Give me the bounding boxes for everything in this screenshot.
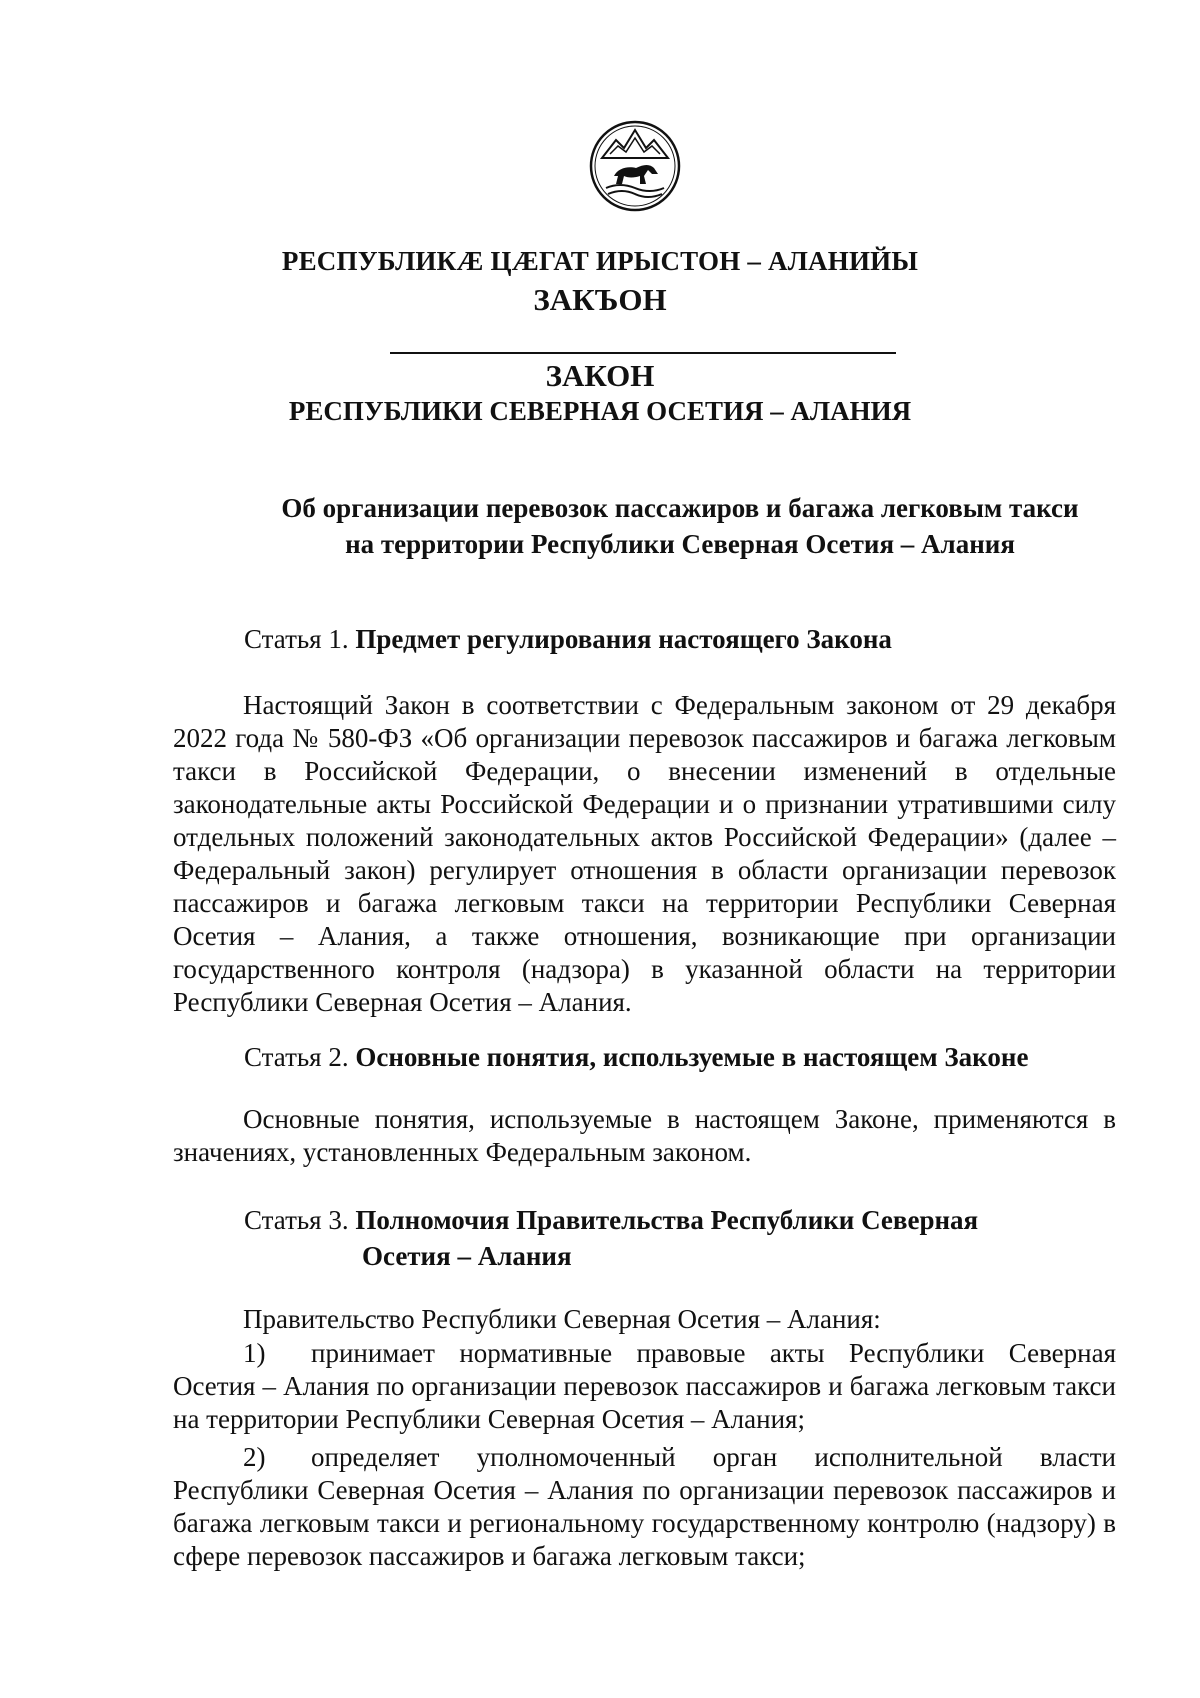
article-3-item-2 xyxy=(173,1441,1116,1573)
article-2-label: Статья 2. xyxy=(244,1042,349,1072)
article-3-heading xyxy=(244,1203,978,1237)
article-3-title-line-1: Полномочия Правительства Республики Северная xyxy=(355,1205,979,1235)
article-1-title: Предмет регулирования настоящего Закона xyxy=(355,624,892,654)
item-2-number: 2) xyxy=(243,1442,266,1472)
article-3-item-1 xyxy=(173,1337,1116,1436)
article-1-heading xyxy=(244,622,892,656)
russian-law-heading: ЗАКОН xyxy=(545,358,655,393)
law-title-line-2: на территории Республики Северная Осетия – Алания xyxy=(345,529,1015,559)
ossetian-law-heading: ЗАКЪОН xyxy=(533,282,667,317)
item-2-text: определяет уполномоченный орган исполнительной власти Республики Северная Осетия – Алания по организации перевозок пассажиров и багажа легковым такси и региональному государственному контролю (надзору) в сфере перевозок пассажиров и багажа легковым такси; xyxy=(173,1442,1116,1571)
article-2-title: Основные понятия, используемые в настоящем Законе xyxy=(355,1042,1029,1072)
divider-line xyxy=(390,352,896,354)
item-1-text: принимает нормативные правовые акты Республики Северная Осетия – Алания по организации перевозок пассажиров и багажа легковым такси на территории Республики Северная Осетия – Алания; xyxy=(173,1338,1116,1434)
article-2-heading xyxy=(244,1040,1028,1074)
item-1-number: 1) xyxy=(243,1338,266,1368)
article-3-intro: Правительство Республики Северная Осетия – Алания: xyxy=(243,1304,881,1334)
law-title-line-1: Об организации перевозок пассажиров и багажа легковым такси xyxy=(281,493,1079,523)
coat-of-arms-emblem xyxy=(588,118,682,214)
article-3-title-line-2: Осетия – Алания xyxy=(362,1241,572,1271)
article-1-text: Настоящий Закон в соответствии с Федеральным законом от 29 декабря 2022 года № 580-ФЗ «Об организации перевозок пассажиров и багажа легковым такси в Российской Федерации, о внесении изменений в отдельные законодательные акты Российской Федерации и о признании утратившими силу отдельных положений законодательных актов Российской Федерации» (далее – Федеральный закон) регулирует отношения в области организации перевозок пассажиров и багажа легковым такси на территории Республики Северная Осетия – Алания, а также отношения, возникающие при организации государственного контроля (надзора) в указанной области на территории Республики Северная Осетия – Алания. xyxy=(173,690,1116,1017)
article-3-label: Статья 3. xyxy=(244,1205,349,1235)
article-1-label: Статья 1. xyxy=(244,624,349,654)
ossetian-republic-title: РЕСПУБЛИКӔ ЦӔГАТ ИРЫСТОН – АЛАНИЙЫ xyxy=(281,246,919,276)
russian-republic-title: РЕСПУБЛИКИ СЕВЕРНАЯ ОСЕТИЯ – АЛАНИЯ xyxy=(288,396,912,426)
article-2-text: Основные понятия, используемые в настоящем Законе, применяются в значениях, установленных Федеральным законом. xyxy=(173,1104,1116,1167)
